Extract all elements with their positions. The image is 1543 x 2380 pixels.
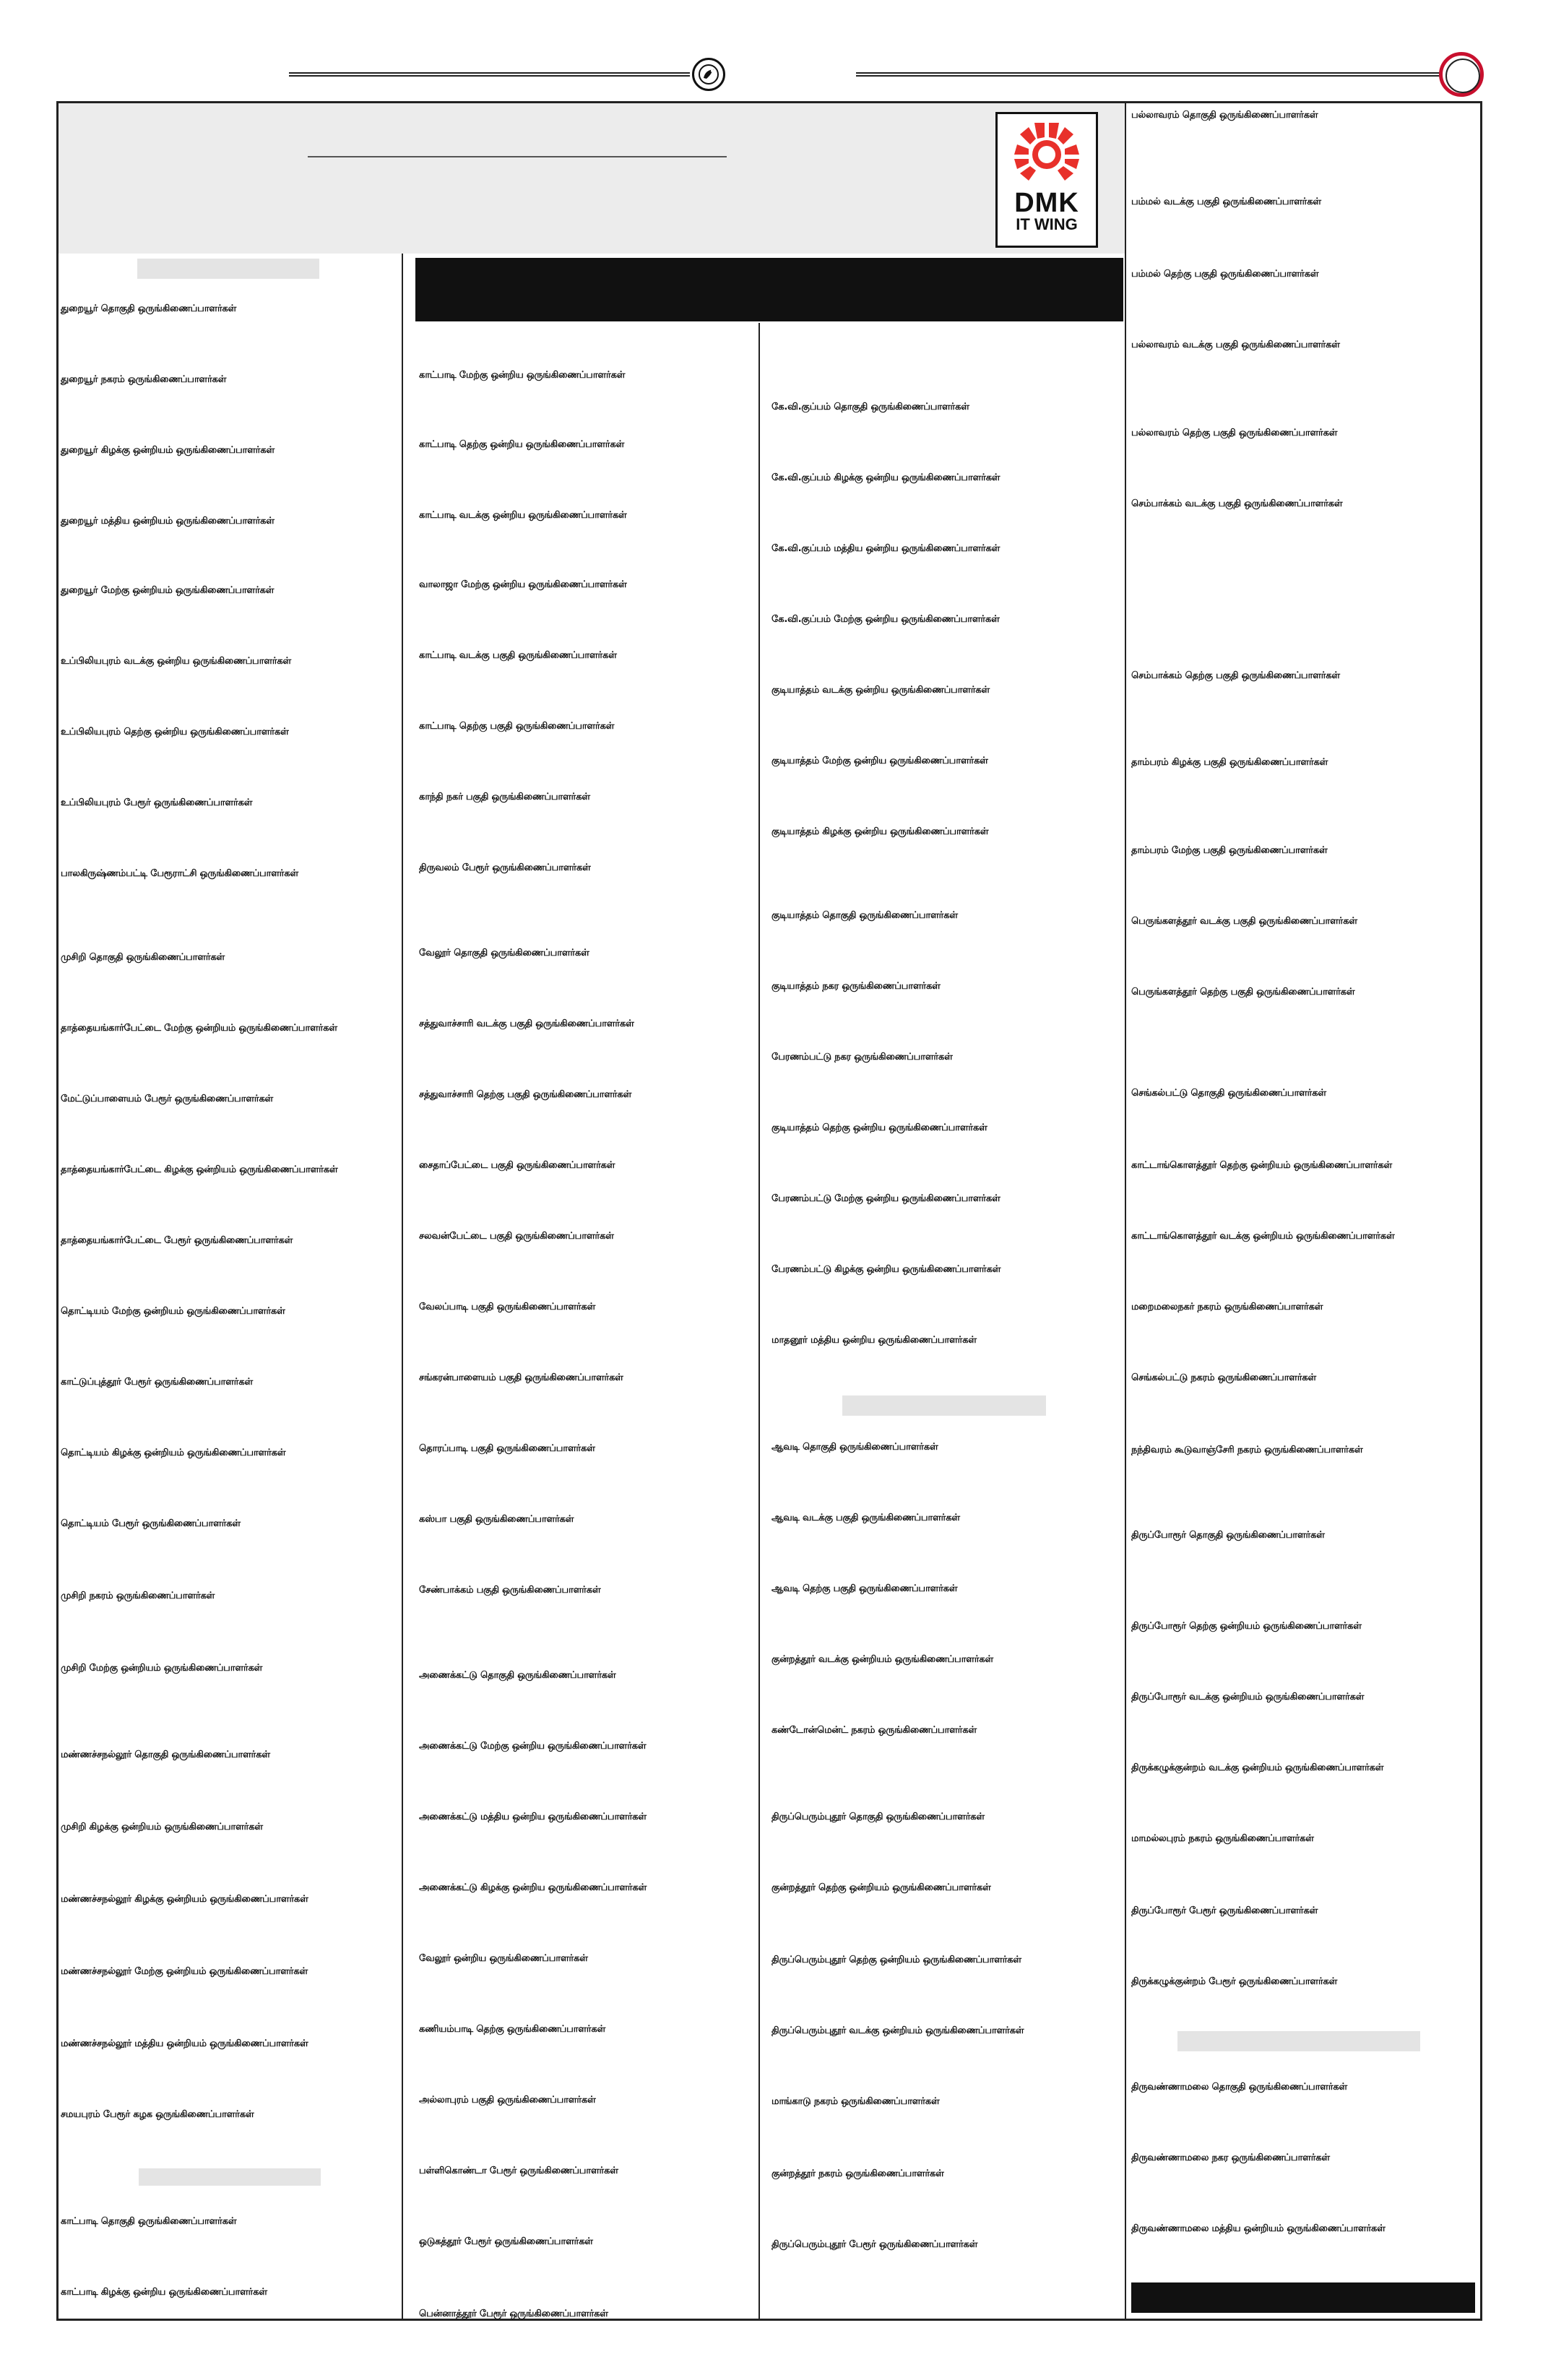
dmk-logo-icon — [1007, 120, 1086, 186]
coordinator-entry: திருவண்ணாமலை மத்திய ஒன்றியம் ஒருங்கிணைப்பாளர்கள் — [1131, 2223, 1386, 2234]
coordinator-entry: தொட்டியம் மேற்கு ஒன்றியம் ஒருங்கிணைப்பாளர்கள் — [61, 1306, 285, 1317]
coordinator-entry: காட்பாடி தெற்கு பகுதி ஒருங்கிணைப்பாளர்கள் — [419, 721, 615, 732]
coordinator-entry: குடியாத்தம் நகர ஒருங்கிணைப்பாளர்கள் — [772, 981, 941, 992]
coordinator-entry: செம்பாக்கம் வடக்கு பகுதி ஒருங்கிணைப்பாளர்கள் — [1131, 498, 1343, 509]
coordinator-entry: பம்மல் தெற்கு பகுதி ஒருங்கிணைப்பாளர்கள் — [1131, 269, 1319, 280]
coordinator-entry: தாத்தையங்கார்பேட்டை பேரூர் ஒருங்கிணைப்பாளர்கள் — [61, 1235, 293, 1246]
coordinator-entry: காந்தி நகர் பகுதி ஒருங்கிணைப்பாளர்கள் — [419, 792, 590, 802]
coordinator-entry: கண்டோன்மென்ட் நகரம் ஒருங்கிணைப்பாளர்கள் — [772, 1725, 977, 1736]
coordinator-entry: சைதாப்பேட்டை பகுதி ஒருங்கிணைப்பாளர்கள் — [419, 1160, 615, 1171]
coordinator-entry: சங்கரன்பாளையம் பகுதி ஒருங்கிணைப்பாளர்கள் — [419, 1372, 623, 1383]
coordinator-entry: பல்லாவரம் தொகுதி ஒருங்கிணைப்பாளர்கள் — [1131, 110, 1318, 121]
coordinator-entry: திருப்போரூர் வடக்கு ஒன்றியம் ஒருங்கிணைப்பாளர்கள் — [1131, 1692, 1365, 1702]
coordinator-entry: திருக்கழுக்குன்றம் பேரூர் ஒருங்கிணைப்பாளர்கள் — [1131, 1976, 1338, 1987]
coordinator-entry: உப்பிலியபுரம் பேரூர் ஒருங்கிணைப்பாளர்கள் — [61, 797, 253, 808]
coordinator-entry: காட்டாங்கொளத்தூர் தெற்கு ஒன்றியம் ஒருங்கிணைப்பாளர்கள் — [1131, 1160, 1393, 1171]
coordinator-entry: பம்மல் வடக்கு பகுதி ஒருங்கிணைப்பாளர்கள் — [1131, 196, 1321, 207]
coordinator-entry: கே.வி.குப்பம் மத்திய ஒன்றிய ஒருங்கிணைப்பாளர்கள் — [772, 543, 1000, 554]
coordinator-entry: ஆவடி வடக்கு பகுதி ஒருங்கிணைப்பாளர்கள் — [772, 1513, 960, 1523]
coordinator-entry: வேலூர் தொகுதி ஒருங்கிணைப்பாளர்கள் — [419, 948, 589, 959]
coordinator-entry: அணைக்கட்டு மத்திய ஒன்றிய ஒருங்கிணைப்பாளர்கள் — [419, 1812, 647, 1822]
coordinator-entry: கே.வி.குப்பம் மேற்கு ஒன்றிய ஒருங்கிணைப்பாளர்கள் — [772, 614, 1000, 625]
coordinator-entry: சமயபுரம் பேரூர் கழக ஒருங்கிணைப்பாளர்கள் — [61, 2109, 254, 2120]
coordinator-entry: காட்பாடி மேற்கு ஒன்றிய ஒருங்கிணைப்பாளர்கள் — [419, 370, 626, 381]
coordinator-entry: மண்ணச்சநல்லூர் தொகுதி ஒருங்கிணைப்பாளர்கள் — [61, 1749, 270, 1760]
coordinator-entry: குடியாத்தம் மேற்கு ஒன்றிய ஒருங்கிணைப்பாளர்கள் — [772, 756, 988, 766]
emblem-icon — [692, 58, 725, 91]
coordinator-entry: திருக்கழுக்குன்றம் வடக்கு ஒன்றியம் ஒருங்கிணைப்பாளர்கள் — [1131, 1762, 1384, 1773]
coordinator-entry: மண்ணச்சநல்லூர் கிழக்கு ஒன்றியம் ஒருங்கிணைப்பாளர்கள் — [61, 1894, 308, 1905]
coordinator-entry: காட்பாடி வடக்கு பகுதி ஒருங்கிணைப்பாளர்கள் — [419, 650, 617, 661]
coordinator-entry: கணியம்பாடி தெற்கு ஒருங்கிணைப்பாளர்கள் — [419, 2024, 606, 2035]
masthead-rule — [308, 156, 727, 157]
coordinator-entry: கே.வி.குப்பம் கிழக்கு ஒன்றிய ஒருங்கிணைப்பாளர்கள் — [772, 472, 1000, 483]
coordinator-entry: பள்ளிகொண்டா பேரூர் ஒருங்கிணைப்பாளர்கள் — [419, 2165, 618, 2176]
coordinator-entry: காட்டுப்புத்தூர் பேரூர் ஒருங்கிணைப்பாளர்கள் — [61, 1377, 254, 1388]
coordinator-entry: துறையூர் தொகுதி ஒருங்கிணைப்பாளர்கள் — [61, 303, 237, 314]
coordinator-entry: வாலாஜா மேற்கு ஒன்றிய ஒருங்கிணைப்பாளர்கள் — [419, 579, 627, 590]
coordinator-entry: மண்ணச்சநல்லூர் மேற்கு ஒன்றியம் ஒருங்கிணைப்பாளர்கள் — [61, 1966, 308, 1977]
coordinator-entry: முசிறி கிழக்கு ஒன்றியம் ஒருங்கிணைப்பாளர்கள் — [61, 1822, 263, 1832]
coordinator-entry: மாங்காடு நகரம் ஒருங்கிணைப்பாளர்கள் — [772, 2096, 940, 2107]
coordinator-entry: கே.வி.குப்பம் தொகுதி ஒருங்கிணைப்பாளர்கள் — [772, 402, 969, 412]
coordinator-entry: நந்திவரம் கூடுவாஞ்சேரி நகரம் ஒருங்கிணைப்பாளர்கள் — [1131, 1445, 1363, 1455]
coordinator-entry: காட்பாடி வடக்கு ஒன்றிய ஒருங்கிணைப்பாளர்கள் — [419, 510, 627, 521]
coordinator-entry: பாலகிருஷ்ணம்பட்டி பேரூராட்சி ஒருங்கிணைப்பாளர்கள் — [61, 868, 298, 879]
coordinator-entry: திருப்போரூர் தொகுதி ஒருங்கிணைப்பாளர்கள் — [1131, 1530, 1325, 1541]
coordinator-entry: வேலூர் ஒன்றிய ஒருங்கிணைப்பாளர்கள் — [419, 1953, 588, 1964]
coordinator-entry: தாத்தையங்கார்பேட்டை கிழக்கு ஒன்றியம் ஒருங்கிணைப்பாளர்கள் — [61, 1164, 338, 1175]
coordinator-entry: திருப்பெரும்புதூர் வடக்கு ஒன்றியம் ஒருங்கிணைப்பாளர்கள் — [772, 2025, 1024, 2036]
coordinator-entry: உப்பிலியபுரம் வடக்கு ஒன்றிய ஒருங்கிணைப்பாளர்கள் — [61, 656, 292, 667]
header-rule-right — [856, 72, 1445, 77]
coordinator-entry: ஆவடி தொகுதி ஒருங்கிணைப்பாளர்கள் — [772, 1442, 938, 1453]
column-divider-3 — [1125, 103, 1126, 2321]
coordinator-entry: திருப்போரூர் பேரூர் ஒருங்கிணைப்பாளர்கள் — [1131, 1905, 1318, 1916]
coordinator-entry: பல்லாவரம் தெற்கு பகுதி ஒருங்கிணைப்பாளர்கள் — [1131, 428, 1338, 438]
coordinator-entry: பெருங்களத்தூர் வடக்கு பகுதி ஒருங்கிணைப்பாளர்கள் — [1131, 916, 1357, 927]
coordinator-entry: பேரணம்பட்டு நகர ஒருங்கிணைப்பாளர்கள் — [772, 1052, 953, 1063]
section-heading-bar — [842, 1395, 1046, 1416]
coordinator-entry: அணைக்கட்டு கிழக்கு ஒன்றிய ஒருங்கிணைப்பாளர்கள் — [419, 1882, 647, 1893]
coordinator-entry: தாம்பரம் மேற்கு பகுதி ஒருங்கிணைப்பாளர்கள் — [1131, 845, 1328, 856]
coordinator-entry: சத்துவாச்சாரி வடக்கு பகுதி ஒருங்கிணைப்பாளர்கள் — [419, 1018, 634, 1029]
coordinator-entry: மாமல்லபுரம் நகரம் ஒருங்கிணைப்பாளர்கள் — [1131, 1833, 1314, 1844]
dmk-it-wing-logo — [995, 112, 1098, 248]
coordinator-entry: செங்கல்பட்டு நகரம் ஒருங்கிணைப்பாளர்கள் — [1131, 1372, 1317, 1383]
coordinator-entry: காட்பாடி தெற்கு ஒன்றிய ஒருங்கிணைப்பாளர்கள் — [419, 439, 625, 450]
coordinator-entry: திருப்போரூர் தெற்கு ஒன்றியம் ஒருங்கிணைப்பாளர்கள் — [1131, 1621, 1362, 1632]
coordinator-entry: முசிறி தொகுதி ஒருங்கிணைப்பாளர்கள் — [61, 952, 225, 963]
coordinator-entry: குடியாத்தம் தெற்கு ஒன்றிய ஒருங்கிணைப்பாளர்கள் — [772, 1122, 987, 1133]
coordinator-entry: தாத்தையங்கார்பேட்டை மேற்கு ஒன்றியம் ஒருங்கிணைப்பாளர்கள் — [61, 1023, 337, 1034]
section-heading-bar — [137, 259, 319, 279]
coordinator-entry: குன்றத்தூர் வடக்கு ஒன்றியம் ஒருங்கிணைப்பாளர்கள் — [772, 1654, 994, 1665]
coordinator-entry: குடியாத்தம் தொகுதி ஒருங்கிணைப்பாளர்கள் — [772, 910, 958, 921]
page-top-bar — [0, 0, 1543, 101]
coordinator-entry: செம்பாக்கம் தெற்கு பகுதி ஒருங்கிணைப்பாளர்கள் — [1131, 670, 1340, 681]
coordinator-entry: துறையூர் மேற்கு ஒன்றியம் ஒருங்கிணைப்பாளர்கள் — [61, 585, 275, 596]
coordinator-entry: பெருங்களத்தூர் தெற்கு பகுதி ஒருங்கிணைப்பாளர்கள் — [1131, 987, 1355, 998]
coordinator-entry: அணைக்கட்டு மேற்கு ஒன்றிய ஒருங்கிணைப்பாளர்கள் — [419, 1741, 647, 1752]
section-heading-bar — [1177, 2031, 1420, 2051]
coordinator-entry: காட்டாங்கொளத்தூர் வடக்கு ஒன்றியம் ஒருங்கிணைப்பாளர்கள் — [1131, 1231, 1395, 1242]
coordinator-entry: காட்பாடி தொகுதி ஒருங்கிணைப்பாளர்கள் — [61, 2216, 237, 2227]
header-rule-left — [289, 72, 690, 77]
section-heading-bar — [139, 2168, 321, 2186]
coordinator-entry: தொட்டியம் பேரூர் ஒருங்கிணைப்பாளர்கள் — [61, 1518, 241, 1529]
coordinator-entry: திருவலம் பேரூர் ஒருங்கிணைப்பாளர்கள் — [419, 862, 591, 873]
coordinator-entry: முசிறி மேற்கு ஒன்றியம் ஒருங்கிணைப்பாளர்கள் — [61, 1663, 263, 1674]
coordinator-entry: ஒடுகத்தூர் பேரூர் ஒருங்கிணைப்பாளர்கள் — [419, 2236, 593, 2247]
coordinator-entry: திருவண்ணாமலை நகர ஒருங்கிணைப்பாளர்கள் — [1131, 2152, 1330, 2163]
coordinator-entry: சேண்பாக்கம் பகுதி ஒருங்கிணைப்பாளர்கள் — [419, 1585, 601, 1596]
masthead — [59, 103, 1125, 254]
coordinator-entry: திருப்பெரும்புதூர் தெற்கு ஒன்றியம் ஒருங்கிணைப்பாளர்கள் — [772, 1955, 1021, 1965]
footer-banner — [1131, 2282, 1475, 2313]
coordinator-entry: குன்றத்தூர் நகரம் ஒருங்கிணைப்பாளர்கள் — [772, 2168, 944, 2179]
coordinator-entry: ஆவடி தெற்கு பகுதி ஒருங்கிணைப்பாளர்கள் — [772, 1583, 958, 1594]
logo-text-dmk: DMK — [1014, 188, 1079, 218]
coordinator-entry: கஸ்பா பகுதி ஒருங்கிணைப்பாளர்கள் — [419, 1514, 574, 1525]
coordinator-entry: துறையூர் மத்திய ஒன்றியம் ஒருங்கிணைப்பாளர்கள் — [61, 516, 275, 527]
coordinator-entry: முசிறி நகரம் ஒருங்கிணைப்பாளர்கள் — [61, 1591, 215, 1601]
coordinator-entry: பேரணம்பட்டு கிழக்கு ஒன்றிய ஒருங்கிணைப்பாளர்கள் — [772, 1264, 1001, 1275]
coordinator-entry: குடியாத்தம் வடக்கு ஒன்றிய ஒருங்கிணைப்பாளர்கள் — [772, 685, 990, 696]
column-divider-1 — [402, 254, 403, 2321]
coordinator-entry: பென்னாத்தூர் பேரூர் ஒருங்கிணைப்பாளர்கள் — [419, 2308, 608, 2319]
coordinator-entry: திருவண்ணாமலை தொகுதி ஒருங்கிணைப்பாளர்கள் — [1131, 2082, 1348, 2093]
coordinator-entry: குன்றத்தூர் தெற்கு ஒன்றியம் ஒருங்கிணைப்பாளர்கள் — [772, 1882, 991, 1893]
coordinator-entry: குடியாத்தம் கிழக்கு ஒன்றிய ஒருங்கிணைப்பாளர்கள் — [772, 826, 989, 837]
coordinator-entry: அணைக்கட்டு தொகுதி ஒருங்கிணைப்பாளர்கள் — [419, 1670, 616, 1681]
coordinator-entry: மறைமலைநகர் நகரம் ஒருங்கிணைப்பாளர்கள் — [1131, 1302, 1323, 1312]
coordinator-entry: தாம்பரம் கிழக்கு பகுதி ஒருங்கிணைப்பாளர்கள் — [1131, 757, 1328, 768]
coordinator-entry: துறையூர் கிழக்கு ஒன்றியம் ஒருங்கிணைப்பாளர்கள் — [61, 445, 275, 456]
coordinator-entry: தொட்டியம் கிழக்கு ஒன்றியம் ஒருங்கிணைப்பாளர்கள் — [61, 1448, 286, 1458]
coordinator-entry: செங்கல்பட்டு தொகுதி ஒருங்கிணைப்பாளர்கள் — [1131, 1088, 1326, 1099]
column-divider-2 — [758, 323, 760, 2321]
coordinator-entry: பேரணம்பட்டு மேற்கு ஒன்றிய ஒருங்கிணைப்பாளர்கள் — [772, 1193, 1000, 1204]
coordinator-entry: திருப்பெரும்புதூர் பேரூர் ஒருங்கிணைப்பாளர்கள் — [772, 2239, 978, 2250]
coordinator-entry: அல்லாபுரம் பகுதி ஒருங்கிணைப்பாளர்கள் — [419, 2095, 596, 2106]
coordinator-entry: தொரப்பாடி பகுதி ஒருங்கிணைப்பாளர்கள் — [419, 1443, 595, 1454]
logo-text-it-wing: IT WING — [1016, 215, 1078, 233]
coordinator-entry: காட்பாடி கிழக்கு ஒன்றிய ஒருங்கிணைப்பாளர்கள் — [61, 2287, 267, 2298]
page-number-circle — [1439, 52, 1484, 97]
coordinator-entry: மண்ணச்சநல்லூர் மத்திய ஒன்றியம் ஒருங்கிணைப்பாளர்கள் — [61, 2038, 308, 2049]
coordinator-entry: சலவன்பேட்டை பகுதி ஒருங்கிணைப்பாளர்கள் — [419, 1231, 614, 1242]
coordinator-entry: உப்பிலியபுரம் தெற்கு ஒன்றிய ஒருங்கிணைப்பாளர்கள் — [61, 727, 289, 737]
coordinator-entry: பல்லாவரம் வடக்கு பகுதி ஒருங்கிணைப்பாளர்கள் — [1131, 339, 1340, 350]
coordinator-entry: சத்துவாச்சாரி தெற்கு பகுதி ஒருங்கிணைப்பாளர்கள் — [419, 1089, 632, 1100]
coordinator-entry: துறையூர் நகரம் ஒருங்கிணைப்பாளர்கள் — [61, 374, 227, 385]
coordinator-entry: திருப்பெரும்புதூர் தொகுதி ஒருங்கிணைப்பாளர்கள் — [772, 1812, 985, 1822]
coordinator-entry: வேலப்பாடி பகுதி ஒருங்கிணைப்பாளர்கள் — [419, 1302, 596, 1312]
section-banner — [415, 258, 1123, 321]
coordinator-entry: மாதனூர் மத்திய ஒன்றிய ஒருங்கிணைப்பாளர்கள் — [772, 1335, 977, 1346]
coordinator-entry: மேட்டுப்பாளையம் பேரூர் ஒருங்கிணைப்பாளர்கள் — [61, 1094, 274, 1104]
